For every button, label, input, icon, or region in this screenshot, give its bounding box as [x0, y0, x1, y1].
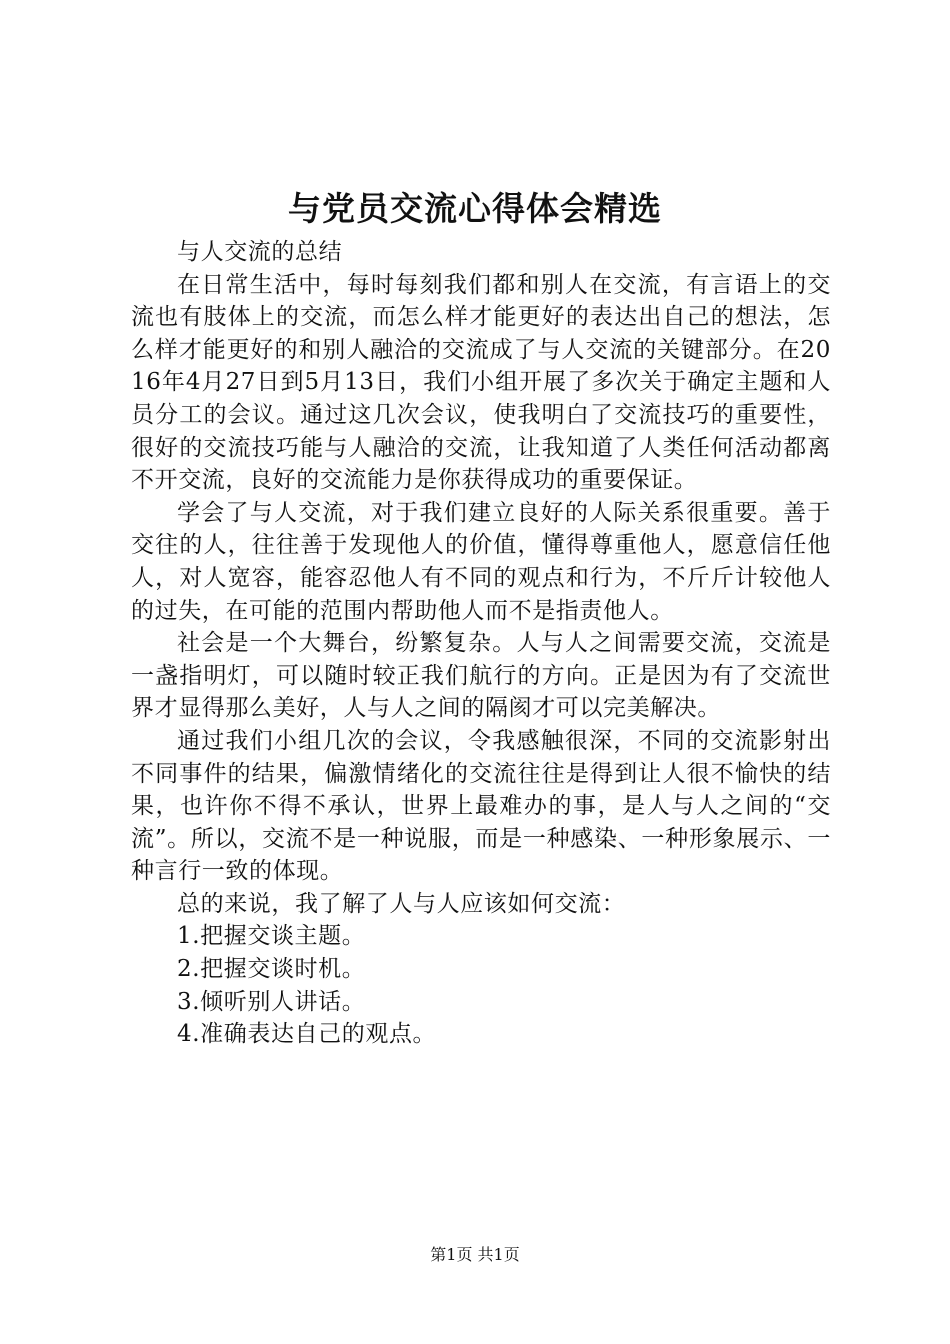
paragraph: 通过我们小组几次的会议，令我感触很深，不同的交流影射出不同事件的结果，偏激情绪化的交流往往是得到让人很不愉快的结果，也许你不得不承认，世界上最难办的事，是人与人之间的“交流”。所以，交流不是一种说服，而是一种感染、一种形象展示、一种言行一致的体现。: [131, 727, 831, 885]
list-item: 2.把握交谈时机。: [177, 956, 366, 983]
paragraph-subtitle: 与人交流的总结: [177, 239, 343, 265]
list-item: 3.倾听别人讲话。: [177, 988, 366, 1015]
page-footer: 第1页 共1页: [430, 1245, 520, 1264]
paragraph: 学会了与人交流，对于我们建立良好的人际关系很重要。善于交往的人，往往善于发现他人的价值，懂得尊重他人，愿意信任他人，对人宽容，能容忍他人有不同的观点和行为，不斤斤计较他人的过失，在可能的范围内帮助他人而不是指责他人。: [131, 499, 831, 624]
paragraph: 社会是一个大舞台，纷繁复杂。人与人之间需要交流，交流是一盏指明灯，可以随时较正我们航行的方向。正是因为有了交流世界才显得那么美好，人与人之间的隔阂才可以完美解决。: [131, 630, 831, 722]
list-item: 4.准确表达自己的观点。: [177, 1021, 437, 1048]
list-item: 1.把握交谈主题。: [177, 923, 366, 950]
document-title: 与党员交流心得体会精选: [288, 189, 662, 228]
document-body: [131, 236, 831, 1051]
paragraph: 总的来说，我了解了人与人应该如何交流：: [177, 890, 626, 917]
paragraph: 在日常生活中，每时每刻我们都和别人在交流，有言语上的交流也有肢体上的交流，而怎么样才能更好的表达出自己的想法，怎么样才能更好的和别人融洽的交流成了与人交流的关键部分。在2016年4月27日到5月13日，我们小组开展了多次关于确定主题和人员分工的会议。通过这几次会议，使我明白了交流技巧的重要性，很好的交流技巧能与人融洽的交流，让我知道了人类任何活动都离不开交流，良好的交流能力是你获得成功的重要保证。: [131, 271, 831, 494]
